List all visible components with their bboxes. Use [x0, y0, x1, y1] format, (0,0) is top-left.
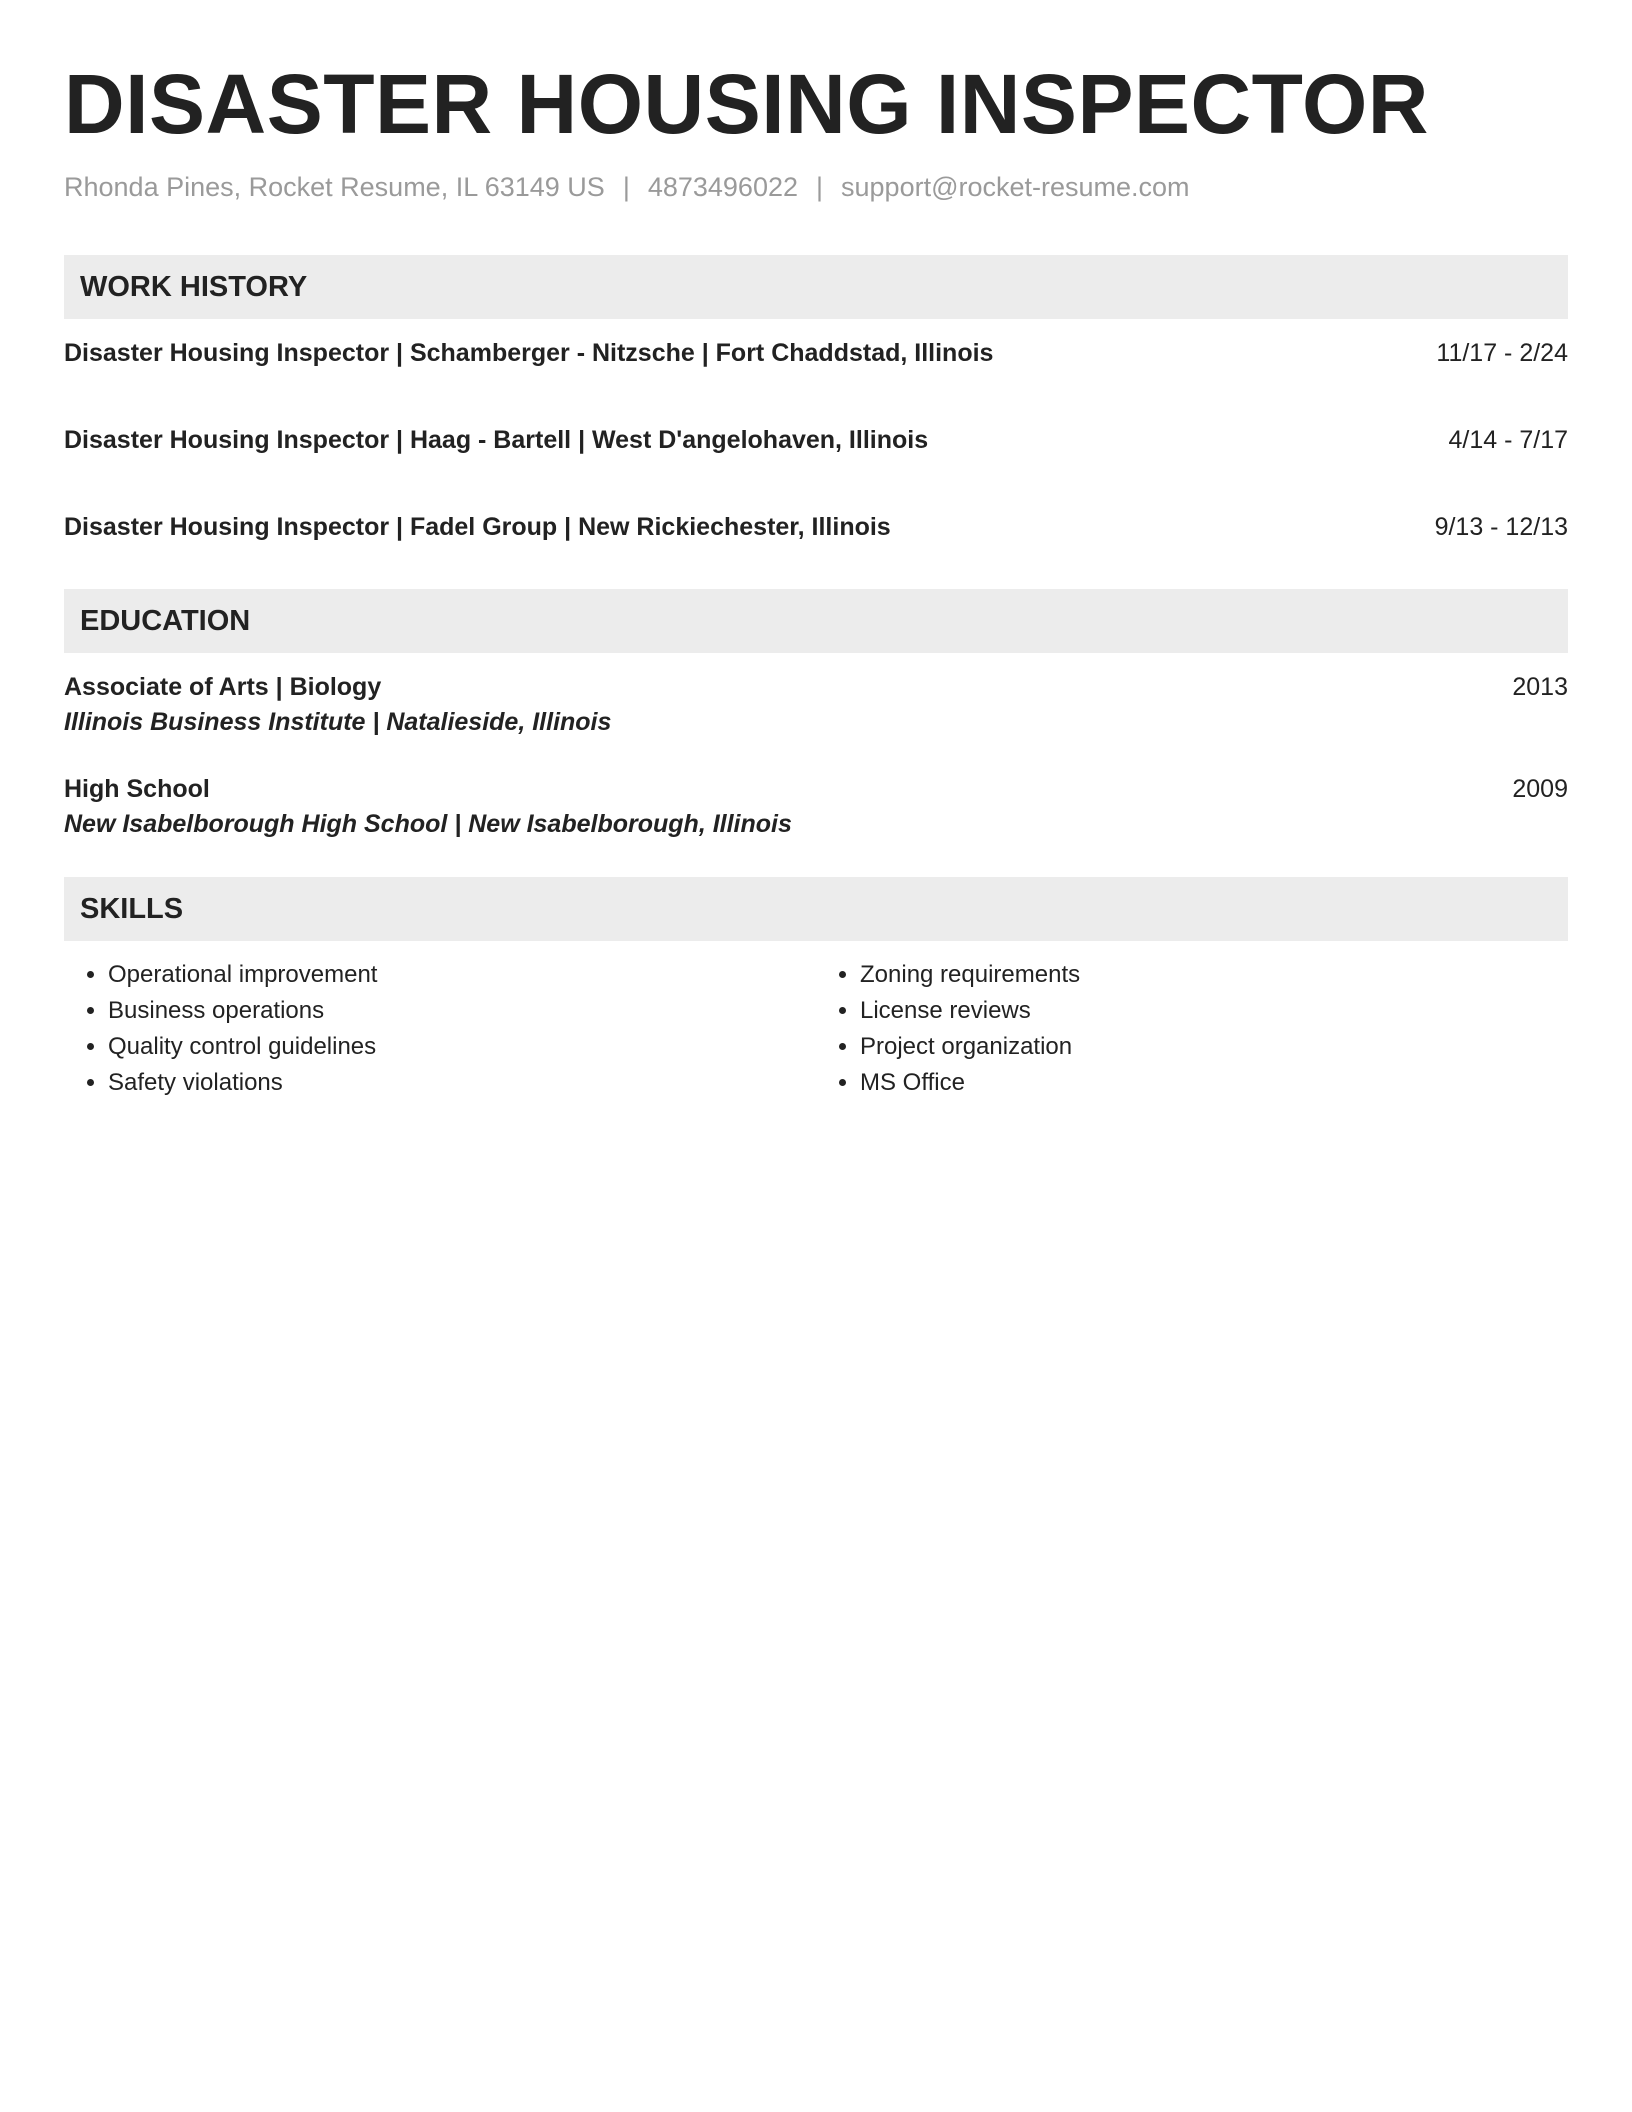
education-degree: Associate of Arts | Biology: [64, 673, 382, 701]
job-title: Disaster Housing Inspector | Haag - Bartell | West D'angelohaven, Illinois: [64, 426, 929, 454]
job-entry: [64, 339, 1568, 373]
skills-column-left: [64, 957, 816, 1101]
skill-item: • Safety violations: [108, 1065, 816, 1101]
job-dates: 9/13 - 12/13: [1434, 513, 1568, 541]
skill-item: • Quality control guidelines: [108, 1029, 816, 1065]
work-history-list: [64, 319, 1568, 547]
job-title: Disaster Housing Inspector | Schamberger - Nitzsche | Fort Chaddstad, Illinois: [64, 339, 994, 367]
education-list: [64, 653, 1568, 839]
education-heading: EDUCATION: [64, 589, 1568, 653]
contact-address: Rhonda Pines, Rocket Resume, IL 63149 US: [64, 172, 605, 202]
contact-separator: |: [816, 172, 824, 202]
job-title: Disaster Housing Inspector | Fadel Group | New Rickiechester, Illinois: [64, 513, 891, 541]
contact-phone: 4873496022: [647, 172, 798, 202]
skills-column-right: [816, 957, 1568, 1101]
job-entry: [64, 513, 1568, 547]
education-degree: High School: [64, 775, 210, 803]
skills-section: [64, 877, 1568, 1101]
contact-separator: |: [622, 172, 630, 202]
job-dates: 11/17 - 2/24: [1436, 339, 1568, 367]
skill-item: • Zoning requirements: [860, 957, 1568, 993]
education-entry: [64, 673, 1568, 737]
work-history-section: [64, 255, 1568, 547]
skill-item: • Project organization: [860, 1029, 1568, 1065]
work-history-heading: WORK HISTORY: [64, 255, 1568, 319]
education-school: Illinois Business Institute | Natalieside, Illinois: [64, 708, 612, 736]
skill-item: • License reviews: [860, 993, 1568, 1029]
education-entry: [64, 775, 1568, 839]
education-school: New Isabelborough High School | New Isabelborough, Illinois: [64, 810, 792, 838]
contact-line: [64, 172, 1568, 203]
skills-grid: [64, 941, 1568, 1101]
skill-item: • Business operations: [108, 993, 816, 1029]
skills-heading: SKILLS: [64, 877, 1568, 941]
resume-title: DISASTER HOUSING INSPECTOR: [64, 57, 1429, 151]
skill-item: • MS Office: [860, 1065, 1568, 1101]
education-year: 2013: [1512, 673, 1568, 701]
education-year: 2009: [1512, 775, 1568, 803]
skill-item: • Operational improvement: [108, 957, 816, 993]
job-entry: [64, 426, 1568, 460]
job-dates: 4/14 - 7/17: [1448, 426, 1568, 454]
education-section: [64, 589, 1568, 839]
contact-email: support@rocket-resume.com: [841, 172, 1190, 202]
